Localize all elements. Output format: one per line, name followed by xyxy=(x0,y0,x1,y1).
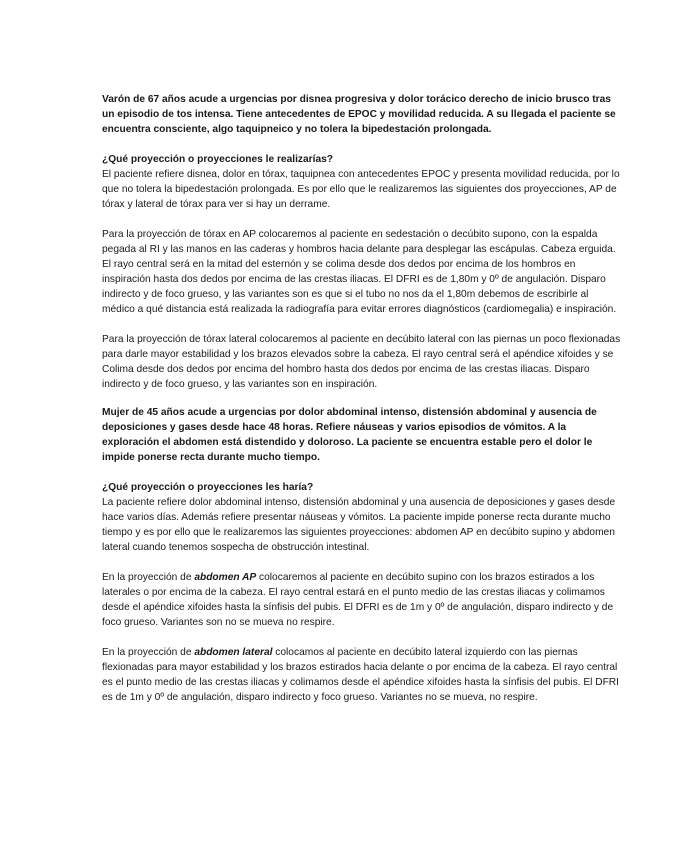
case-1-question: ¿Qué proyección o proyecciones le realizarías? xyxy=(102,154,334,165)
case-2-ap-paragraph xyxy=(102,570,624,630)
case-2-lateral-paragraph xyxy=(102,645,624,705)
case-2-lateral-term: abdomen lateral xyxy=(194,647,273,658)
case-2-statement: Mujer de 45 años acude a urgencias por dolor abdominal intenso, distensión abdominal y ausencia de deposiciones y gases desde hace 48 horas. Refiere náuseas y varios episodios de vómitos. A la exploración el abdomen está distendido y doloroso. La paciente se encuentra estable pero el dolor le impide ponerse recta durante mucho tiempo. xyxy=(102,407,597,463)
case-2-lateral-intro: En la proyección de xyxy=(102,647,195,658)
case-2-answer: La paciente refiere dolor abdominal intenso, distensión abdominal y una ausencia de deposiciones y gases desde hace varios días. Además refiere presentar náuseas y vómitos. La paciente impide ponerse recta durante mucho tiempo y es por ello que le realizaremos las siguientes proyecciones: abdomen AP en decúbito supino y abdomen lateral cuando tenemos sospecha de obstrucción intestinal. xyxy=(102,497,616,553)
case-2-ap-intro: En la proyección de xyxy=(102,572,195,583)
case-1-ap-paragraph: Para la proyección de tórax en AP colocaremos al paciente en sedestación o decúbito supono, con la espalda pegada al RI y las manos en las caderas y hombros hacia delante para desplegar las escápulas. Cabeza erguida. El rayo central será en la mitad del esternón y se colima desde dos dedos por encima de los hombros en inspiración hasta dos dedos por encima de las crestas iliacas. El DFRI es de 1,80m y 0º de angulación. Disparo indirecto y de foco grueso, y las variantes son es que si el tubo no nos da el 1,80m debemos de escribirle al médico a qué distancia está realizada la radiografía para evitar errores diagnósticos (cardiomegalia) e inspiración. xyxy=(102,229,617,315)
case-1-lateral-paragraph: Para la proyección de tórax lateral colocaremos al paciente en decúbito lateral con las piernas un poco flexionadas para darle mayor estabilidad y los brazos elevados sobre la cabeza. El rayo central será el apéndice xifoides y se Colima desde dos dedos por encima del hombro hasta dos dedos por encima de las crestas iliacas. Disparo indirecto y de foco grueso, y las variantes son en inspiración. xyxy=(102,334,621,390)
document-page xyxy=(102,92,624,705)
case-1-answer: El paciente refiere disnea, dolor en tórax, taquipnea con antecedentes EPOC y presenta movilidad reducida, por lo que no tolera la bipedestación prolongada. Es por ello que le realizaremos las siguientes dos proyecciones, AP de tórax y lateral de tórax para ver si hay un derrame. xyxy=(102,169,620,210)
case-2-ap-term: abdomen AP xyxy=(194,572,257,583)
case-2-question: ¿Qué proyección o proyecciones les haría? xyxy=(102,482,314,493)
case-1-statement: Varón de 67 años acude a urgencias por disnea progresiva y dolor torácico derecho de inicio brusco tras un episodio de tos intensa. Tiene antecedentes de EPOC y movilidad reducida. A su llegada el paciente se encuentra consciente, algo taquipneico y no tolera la bipedestación prolongada. xyxy=(102,94,616,135)
case-2-ap-rest: colocaremos al paciente en decúbito supino con los brazos estirados a los laterales o por encima de la cabeza. El rayo central estará en el punto medio de las crestas iliacas y colimamos desde el apéndice xifoides hasta la sínfisis del pubis. El DFRI es de 1m y 0º de angulación, disparo indirecto y de foco grueso. Variantes son no se mueva no respire. xyxy=(102,572,614,628)
case-2-lateral-rest: colocamos al paciente en decúbito lateral izquierdo con las piernas flexionadas para mayor estabilidad y los brazos estirados hacia delante o por encima de la cabeza. El rayo central es el punto medio de las crestas iliacas y colimamos desde el apéndice xifoides hasta la sínfisis del pubis. El DFRI es de 1m y 0º de angulación, disparo indirecto y foco grueso. Variantes no se mueva, no respire. xyxy=(102,647,619,703)
